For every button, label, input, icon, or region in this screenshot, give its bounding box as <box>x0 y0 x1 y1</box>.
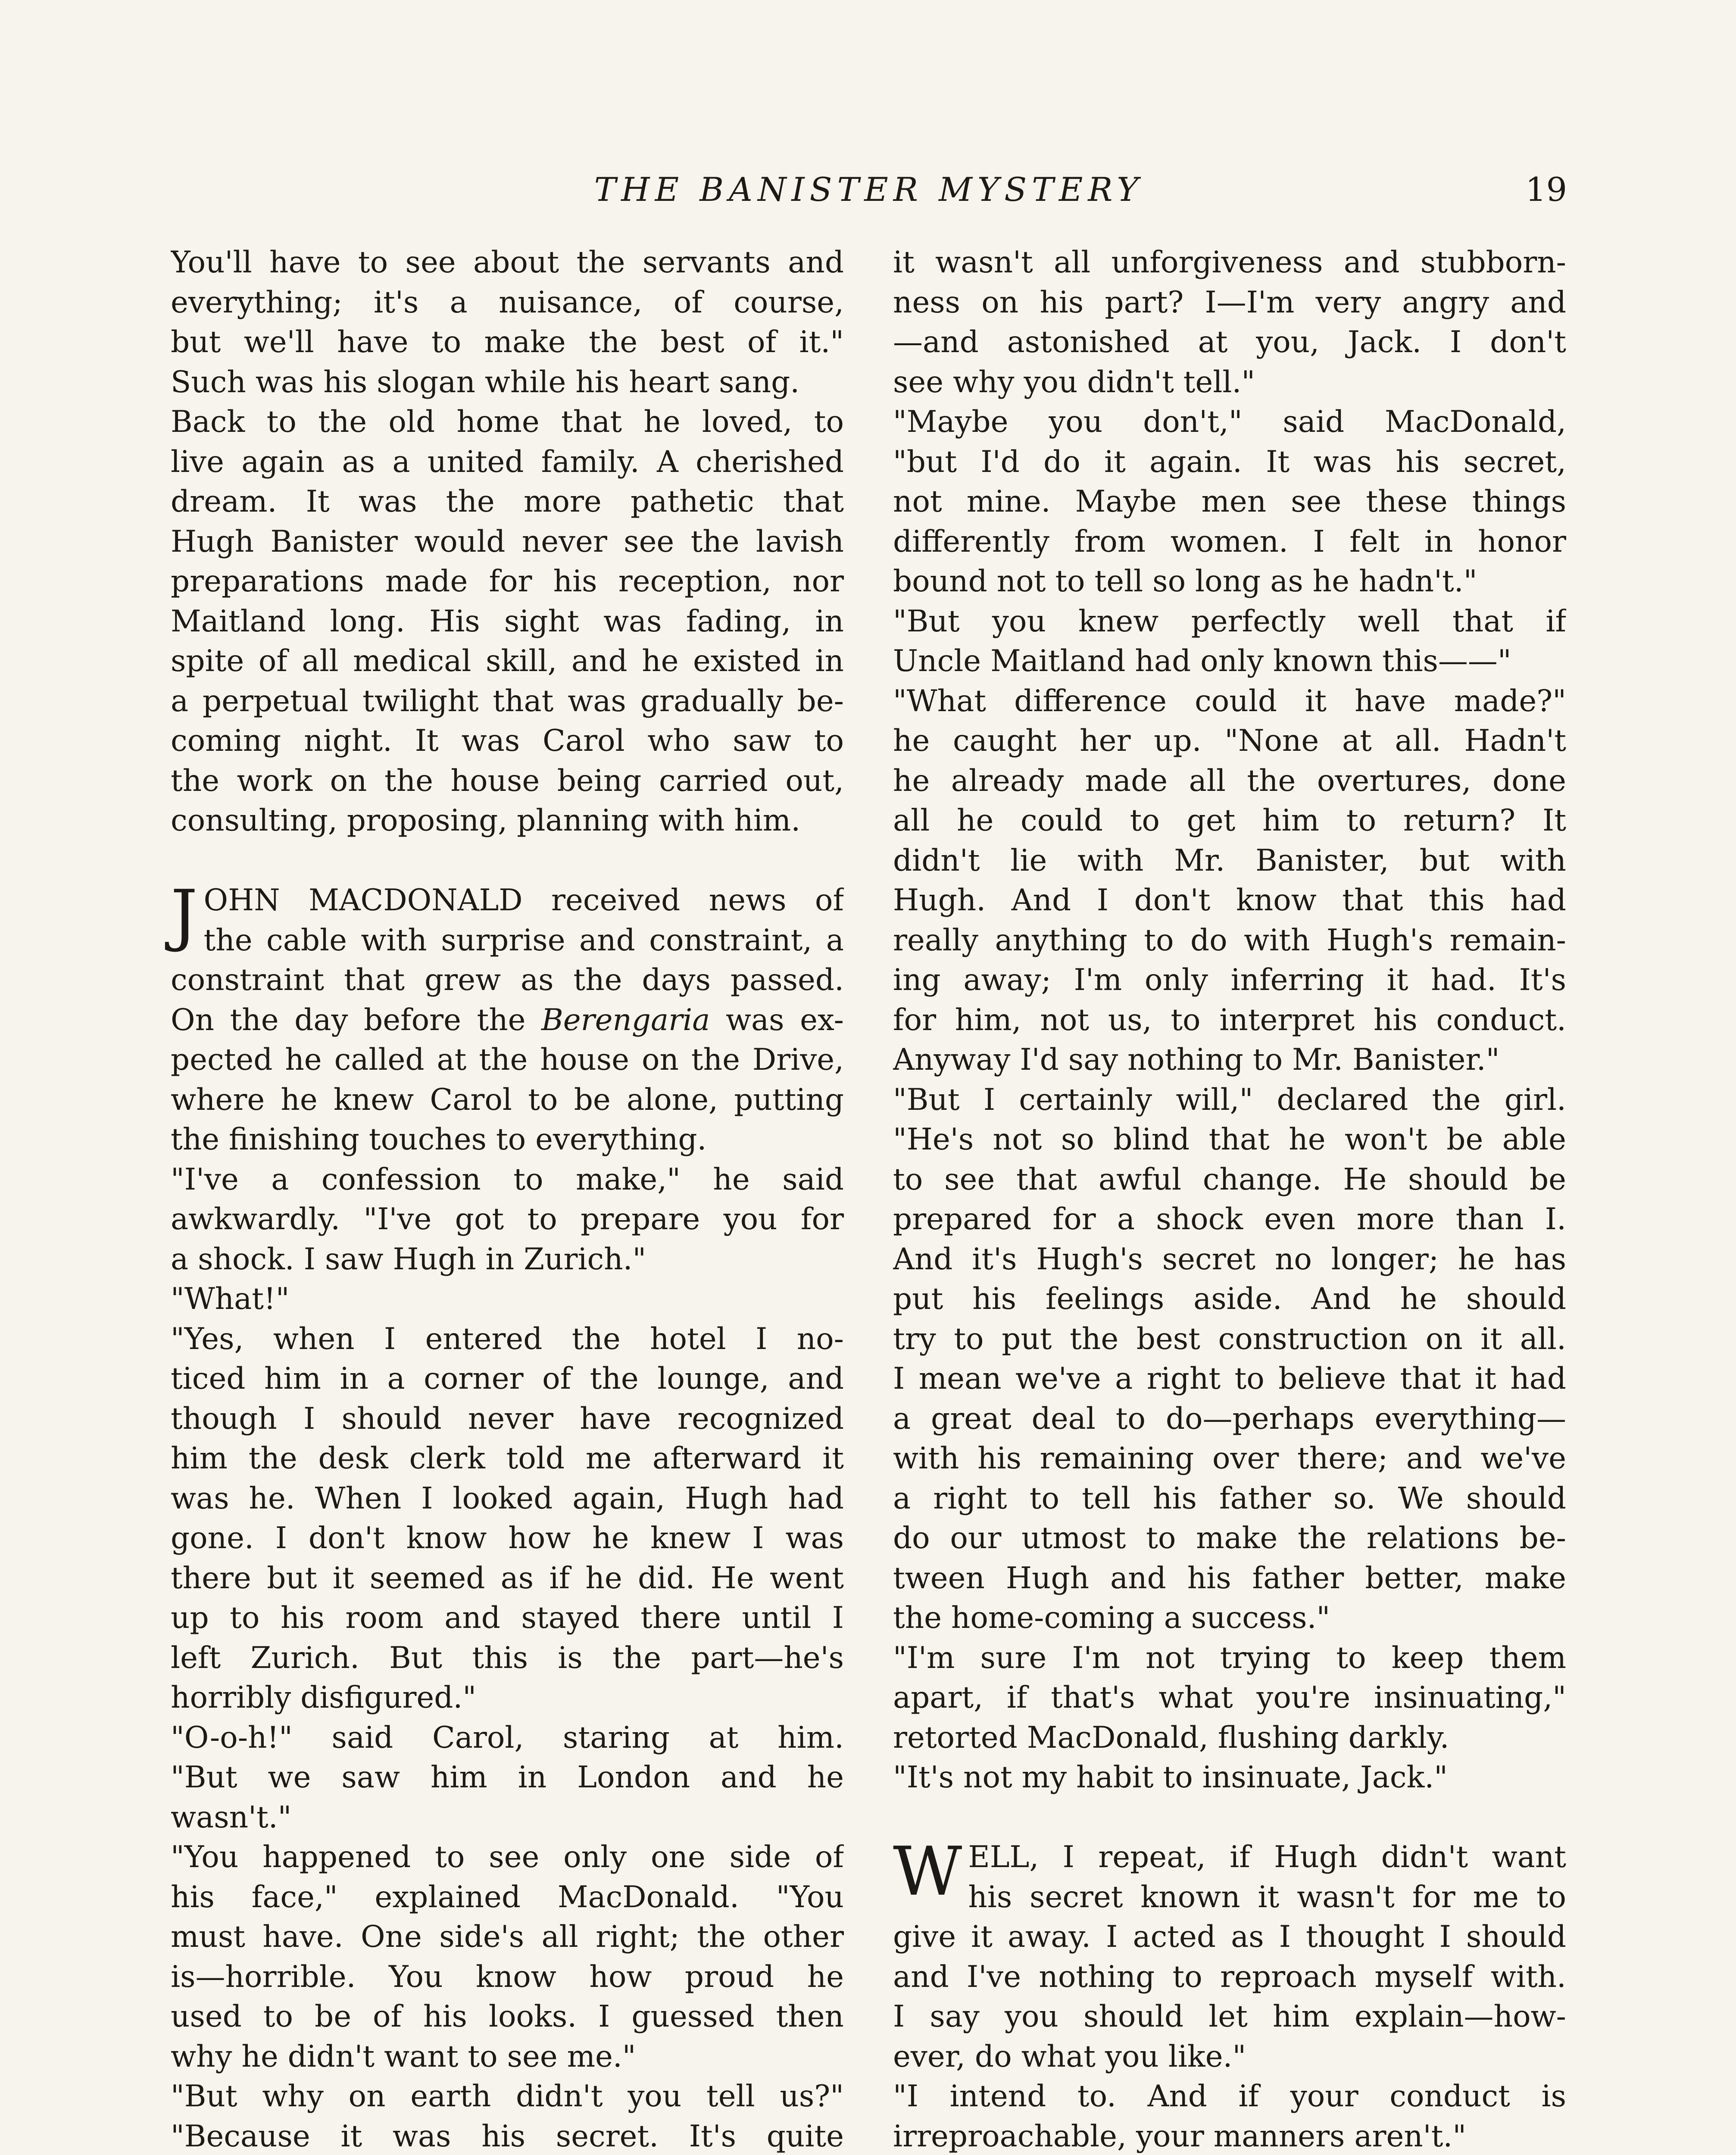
text-line: the work on the house being carried out, <box>171 763 844 798</box>
text-line: dream. It was the more pathetic that <box>171 484 844 519</box>
text-line: where he knew Carol to be alone, putting <box>171 1082 844 1117</box>
text-line: a right to tell his father so. We should <box>893 1481 1566 1516</box>
text-line: "He's not so blind that he won't be able <box>893 1122 1566 1157</box>
text-line: the finishing touches to everything. <box>171 1122 707 1157</box>
text-line: up to his room and stayed there until I <box>171 1601 844 1635</box>
text-line: ever, do what you like." <box>893 2039 1246 2074</box>
text-line: "You happened to see only one side of <box>171 1840 844 1874</box>
text-line: Anyway I'd say nothing to Mr. Banister." <box>893 1043 1500 1077</box>
text-line: really anything to do with Hugh's remain- <box>893 923 1566 958</box>
left-column <box>171 243 844 2155</box>
text-line: —and astonished at you, Jack. I don't <box>893 325 1566 359</box>
text-line: retorted MacDonald, flushing darkly. <box>893 1720 1449 1755</box>
text-line: was he. When I looked again, Hugh had <box>171 1481 844 1516</box>
text-line: though I should never have recognized <box>171 1401 844 1436</box>
text-line: pected he called at the house on the Drive, <box>171 1043 844 1077</box>
text-line: he already made all the overtures, done <box>893 763 1566 798</box>
text-line: constraint that grew as the days passed. <box>171 963 844 997</box>
text-line: awkwardly. "I've got to prepare you for <box>171 1202 844 1237</box>
text-line: must have. One side's all right; the other <box>171 1920 844 1954</box>
text-line: "Yes, when I entered the hotel I no- <box>171 1321 844 1356</box>
drop-cap-paragraph <box>893 1832 1566 1917</box>
text-line: "I'm sure I'm not trying to keep them <box>893 1640 1566 1675</box>
drop-cap-letter: J <box>171 875 198 954</box>
text-line: but we'll have to make the best of it." <box>171 325 844 359</box>
text-line: the home-coming a success." <box>893 1601 1330 1635</box>
text-line: "But we saw him in London and he <box>171 1760 844 1795</box>
text-line: coming night. It was Carol who saw to <box>171 724 844 758</box>
text-line: Back to the old home that he loved, to <box>171 405 844 439</box>
text-line: OHN MACDONALD received news of <box>203 883 844 918</box>
text-line: put his feelings aside. And he should <box>893 1282 1566 1316</box>
text-line: On the day before the Berengaria was ex- <box>171 1003 844 1037</box>
text-line: "But I certainly will," declared the girl. <box>893 1082 1566 1117</box>
text-line: irreproachable, your manners aren't." <box>893 2119 1467 2154</box>
text-line: I say you should let him explain—how- <box>893 1999 1566 2034</box>
text-line: ticed him in a corner of the lounge, and <box>171 1362 844 1396</box>
text-line: do our utmost to make the relations be- <box>893 1521 1566 1555</box>
text-line: prepared for a shock even more than I. <box>893 1202 1566 1237</box>
text-line: consulting, proposing, planning with him. <box>171 803 801 838</box>
text-line: a perpetual twilight that was gradually be- <box>171 684 844 718</box>
text-line: his secret known it wasn't for me to <box>968 1880 1566 1915</box>
text-line: tween Hugh and his father better, make <box>893 1561 1566 1596</box>
text-line: ELL, I repeat, if Hugh didn't want <box>968 1840 1566 1874</box>
text-line: I mean we've a right to believe that it had <box>893 1362 1566 1396</box>
text-line: why he didn't want to see me." <box>171 2039 636 2074</box>
text-line: horribly disfigured." <box>171 1680 477 1715</box>
character-name: OHN MACDONALD <box>203 883 523 918</box>
text-line: Maitland long. His sight was fading, in <box>171 604 844 639</box>
text-line: a great deal to do—perhaps everything— <box>893 1401 1566 1436</box>
text-line: try to put the best construction on it all. <box>893 1321 1566 1356</box>
ship-name: Berengaria <box>541 1003 710 1037</box>
text-line: "I've a confession to make," he said <box>171 1162 844 1197</box>
text-line: not mine. Maybe men see these things <box>893 484 1566 519</box>
text-line: live again as a united family. A cherished <box>171 444 844 479</box>
text-line: left Zurich. But this is the part—he's <box>171 1640 844 1675</box>
text-line: with his remaining over there; and we've <box>893 1441 1566 1476</box>
text-line: Hugh Banister would never see the lavish <box>171 524 844 559</box>
text-line: You'll have to see about the servants and <box>171 245 844 280</box>
text-line: "O-o-h!" said Carol, staring at him. <box>171 1720 844 1755</box>
running-header <box>171 168 1567 216</box>
drop-cap-paragraph <box>171 875 844 960</box>
text-line: the cable with surprise and constraint, a <box>203 923 844 958</box>
text-line: see why you didn't tell." <box>893 365 1255 400</box>
text-line: "What difference could it have made?" <box>893 684 1566 718</box>
text-line: spite of all medical skill, and he existed in <box>171 644 844 678</box>
drop-cap-letter: W <box>893 1832 962 1911</box>
text-line: there but it seemed as if he did. He went <box>171 1561 844 1596</box>
text-line: everything; it's a nuisance, of course, <box>171 285 844 320</box>
text-line: "I intend to. And if your conduct is <box>893 2079 1566 2114</box>
text-line: And it's Hugh's secret no longer; he has <box>893 1242 1566 1277</box>
text-line: is—horrible. You know how proud he <box>171 1959 844 1994</box>
text-line: he caught her up. "None at all. Hadn't <box>893 724 1566 758</box>
text-line: him the desk clerk told me afterward it <box>171 1441 844 1476</box>
text-line: to see that awful change. He should be <box>893 1162 1566 1197</box>
text-line: it wasn't all unforgiveness and stubborn- <box>893 245 1566 280</box>
text-line: "But why on earth didn't you tell us?" <box>171 2079 844 2114</box>
text-line: his face," explained MacDonald. "You <box>171 1880 844 1915</box>
text-line: "But you knew perfectly well that if <box>893 604 1566 639</box>
text-line: bound not to tell so long as he hadn't." <box>893 564 1477 599</box>
text-line: differently from women. I felt in honor <box>893 524 1566 559</box>
text-line: and I've nothing to reproach myself with. <box>893 1959 1566 1994</box>
text-line: ing away; I'm only inferring it had. It's <box>893 963 1566 997</box>
text-line: "Because it was his secret. It's quite <box>171 2119 844 2154</box>
text-line: ness on his part? I—I'm very angry and <box>893 285 1566 320</box>
text-line: didn't lie with Mr. Banister, but with <box>893 843 1566 878</box>
running-title: THE BANISTER MYSTERY <box>594 170 1144 209</box>
text-line: Such was his slogan while his heart sang. <box>171 365 800 400</box>
section-gap <box>171 841 844 881</box>
page-number: 19 <box>1525 170 1567 209</box>
text-line: wasn't." <box>171 1800 292 1835</box>
text-line: for him, not us, to interpret his conduct. <box>893 1003 1566 1037</box>
text-line: Hugh. And I don't know that this had <box>893 883 1566 918</box>
text-line: apart, if that's what you're insinuating," <box>893 1680 1566 1715</box>
text-line: Uncle Maitland had only known this——" <box>893 644 1511 678</box>
text-line: give it away. I acted as I thought I should <box>893 1920 1566 1954</box>
text-line: "What!" <box>171 1282 290 1316</box>
text-line: all he could to get him to return? It <box>893 803 1566 838</box>
text-line: used to be of his looks. I guessed then <box>171 1999 844 2034</box>
text-line: "but I'd do it again. It was his secret, <box>893 444 1566 479</box>
text-line: gone. I don't know how he knew I was <box>171 1521 844 1555</box>
text-line: a shock. I saw Hugh in Zurich." <box>171 1242 646 1277</box>
text-line: preparations made for his reception, nor <box>171 564 844 599</box>
right-column <box>893 243 1566 2155</box>
section-gap <box>893 1798 1566 1838</box>
text-line: "Maybe you don't," said MacDonald, <box>893 405 1566 439</box>
text-line: "It's not my habit to insinuate, Jack." <box>893 1760 1448 1795</box>
